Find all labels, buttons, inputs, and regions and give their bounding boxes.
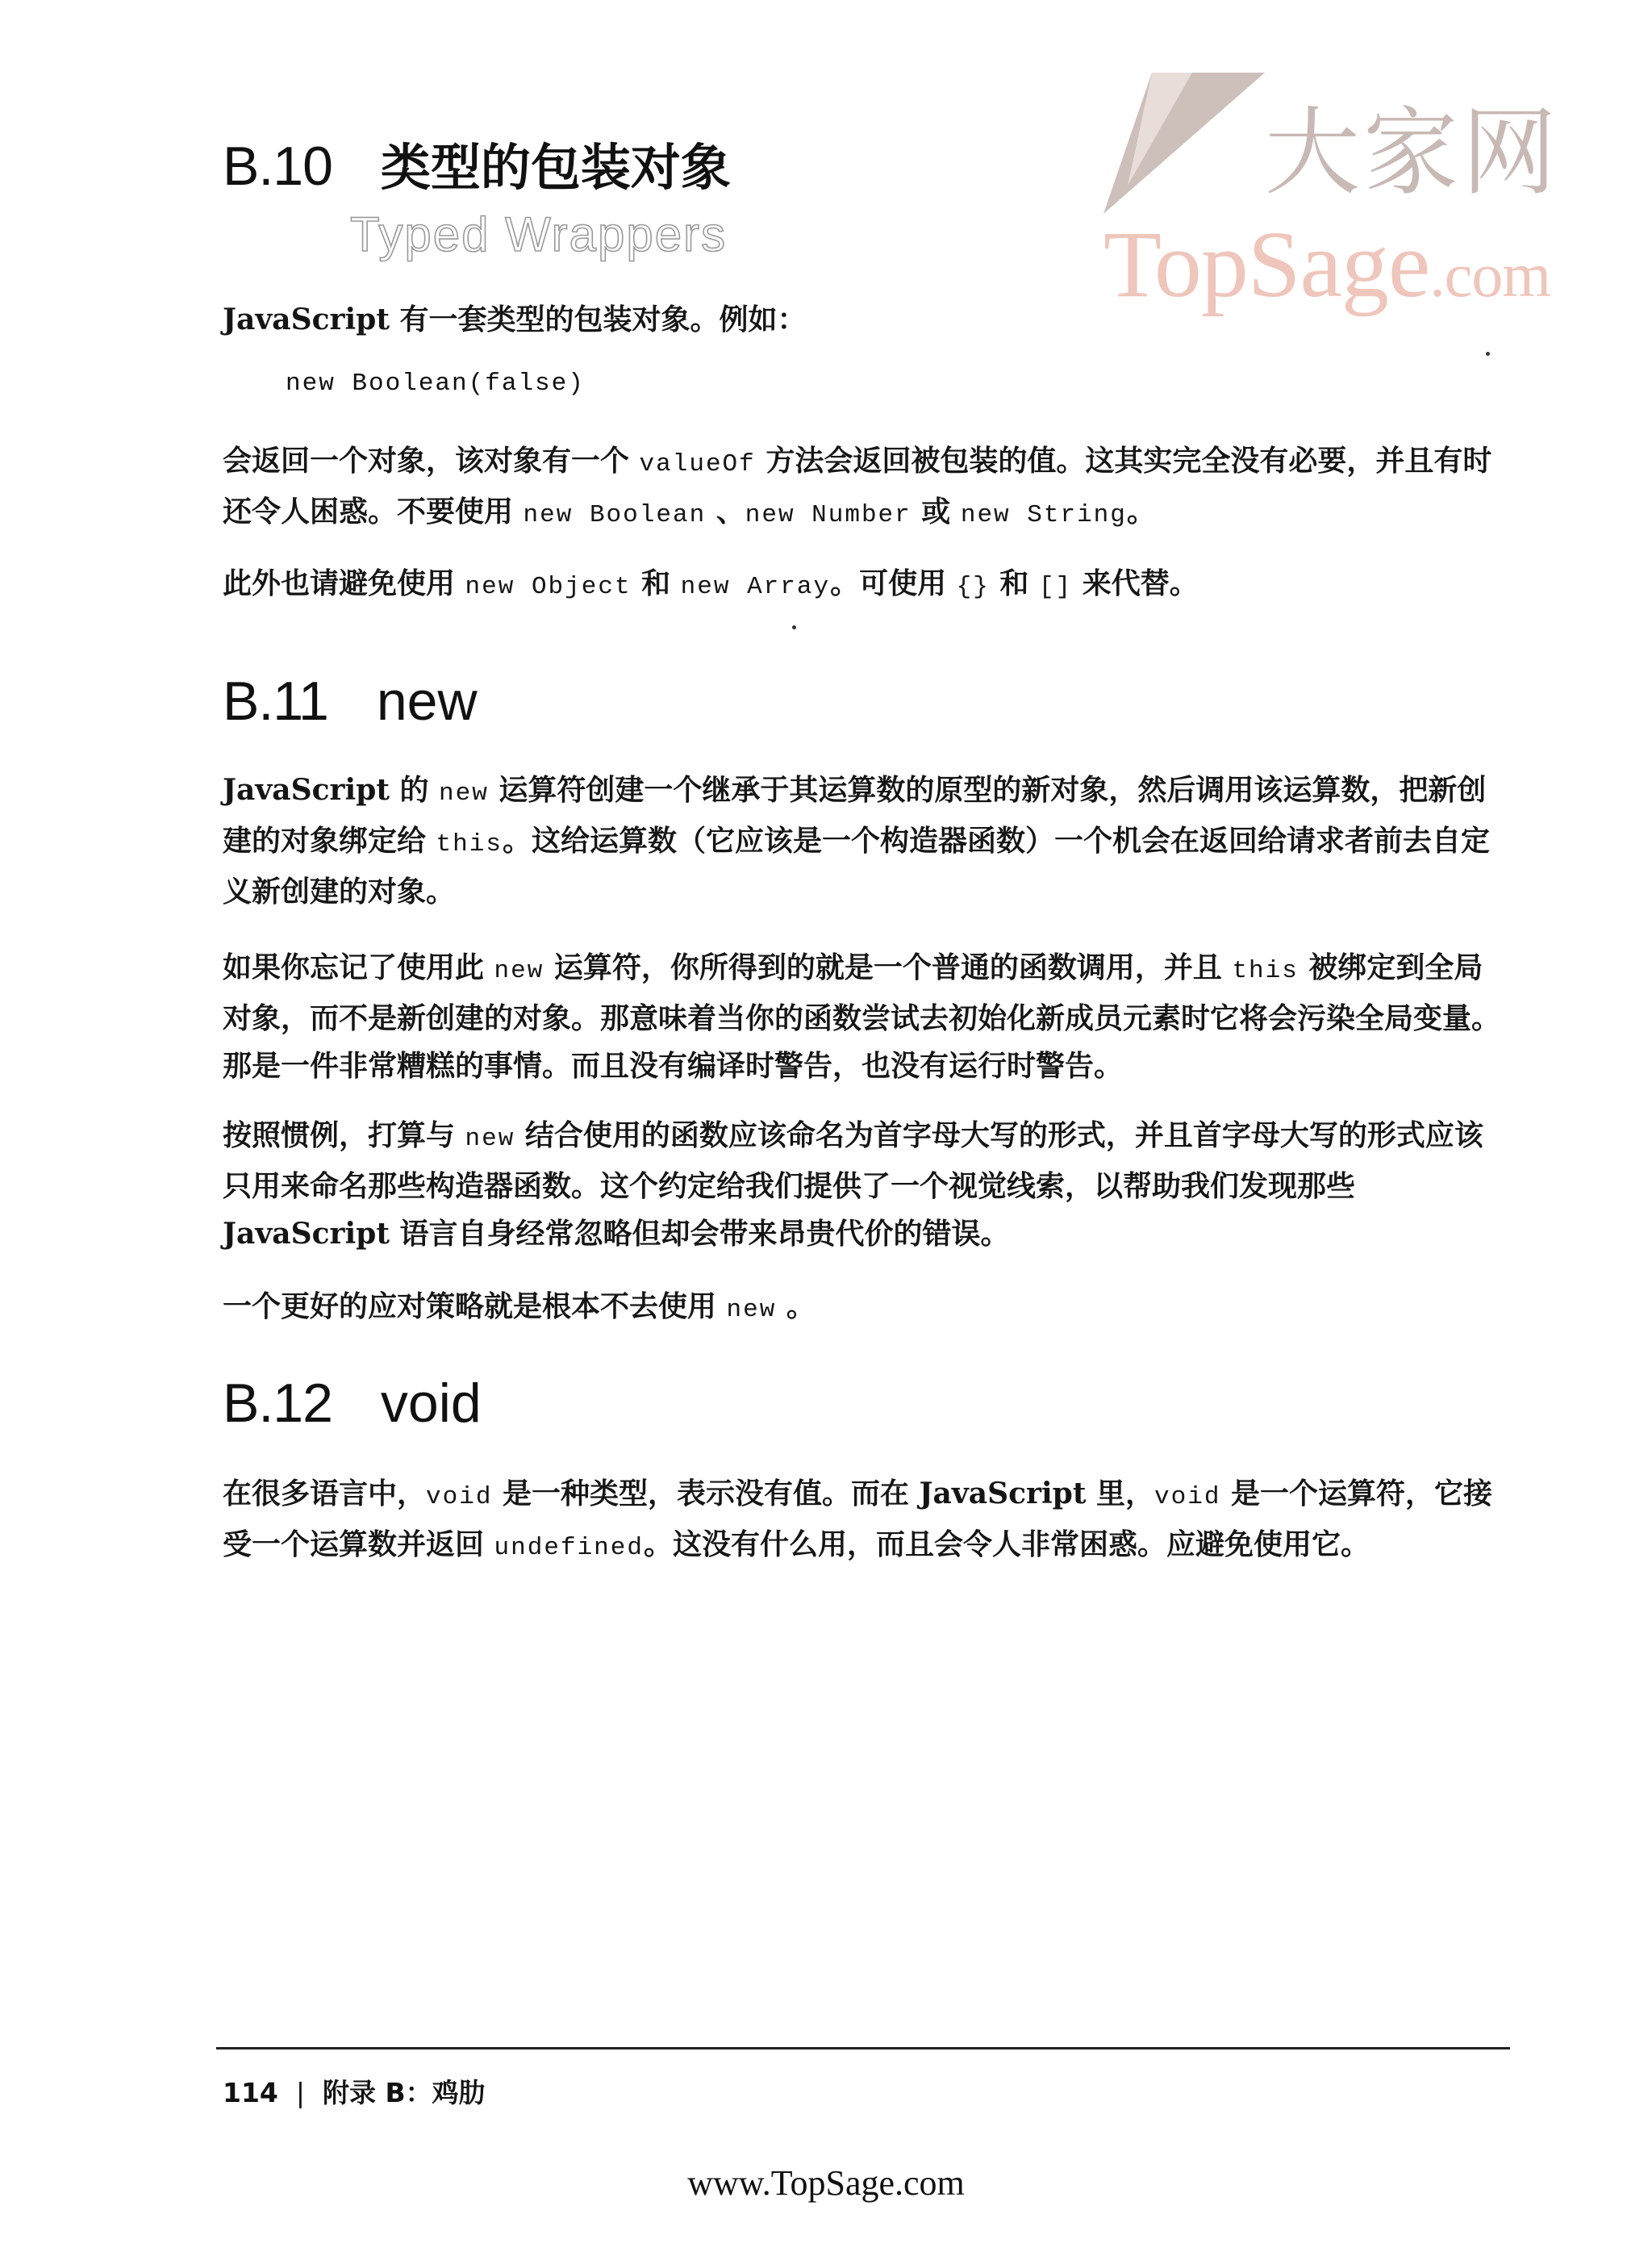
code-sample: new Boolean(false) <box>286 370 585 398</box>
section-heading-b11 <box>223 670 478 733</box>
section-title: void <box>380 1373 482 1434</box>
section-number: B.11 <box>223 671 328 732</box>
paragraph: 此外也请避免使用 new Object 和 new Array。可使用 {} 和 [] 来代替。 <box>223 566 1199 601</box>
section-title: 类型的包装对象 <box>380 138 731 197</box>
page-number: 114 <box>223 2077 278 2108</box>
paragraph: 在很多语言中，void 是一种类型，表示没有值。而在 JavaScript 里，void 是一个运算符，它接受一个运算数并返回 undefined。这没有什么用，而且会令人非常困惑。应避免使用它。 <box>223 1477 1492 1562</box>
paragraph: 一个更好的应对策略就是根本不去使用 new 。 <box>223 1289 816 1324</box>
paragraph: 按照惯例，打算与 new 结合使用的函数应该命名为首字母大写的形式，并且首字母大写的形式应该只用来命名那些构造器函数。这个约定给我们提供了一个视觉线索，以帮助我们发现那些 JavaScript 语言自身经常忽略但却会带来昂贵代价的错误。 <box>223 1118 1483 1251</box>
page-footer <box>223 2072 486 2110</box>
footer-separator: | <box>295 2077 306 2108</box>
watermark-cn-text: 大家网 <box>1265 97 1561 208</box>
section-subtitle: Typed Wrappers <box>350 207 728 261</box>
section-title: new <box>376 671 478 732</box>
chapter-name: 附录 B：鸡肋 <box>323 2077 486 2108</box>
topsage-watermark <box>1095 65 1579 331</box>
site-url: www.TopSage.com <box>687 2163 965 2203</box>
paragraph: JavaScript 有一套类型的包装对象。例如： <box>223 303 807 336</box>
section-number: B.12 <box>223 1373 332 1434</box>
scan-speck <box>792 625 796 629</box>
footer-rule <box>216 2047 1510 2049</box>
watermark-en-text: TopSage.com <box>1103 211 1551 317</box>
watermark-logo-icon <box>1095 65 1273 218</box>
section-heading-b10 <box>223 127 731 199</box>
paragraph: 如果你忘记了使用此 new 运算符，你所得到的就是一个普通的函数调用，并且 this 被绑定到全局对象，而不是新创建的对象。那意味着当你的函数尝试去初始化新成员元素时它将会污染全局变量。那是一件非常糟糕的事情。而且没有编译时警告，也没有运行时警告。 <box>223 951 1501 1083</box>
paragraph: JavaScript 的 new 运算符创建一个继承于其运算数的原型的新对象，然后调用该运算数，把新创建的对象绑定给 this。这给运算数（它应该是一个构造器函数）一个机会在返回给请求者前去自定义新创建的对象。 <box>223 773 1490 909</box>
scan-speck <box>1486 352 1490 356</box>
section-number: B.10 <box>223 136 332 197</box>
section-heading-b12 <box>223 1372 482 1435</box>
paragraph: 会返回一个对象，该对象有一个 valueOf 方法会返回被包装的值。这其实完全没有必要，并且有时还令人困惑。不要使用 new Boolean 、new Number 或 new String。 <box>223 444 1492 529</box>
